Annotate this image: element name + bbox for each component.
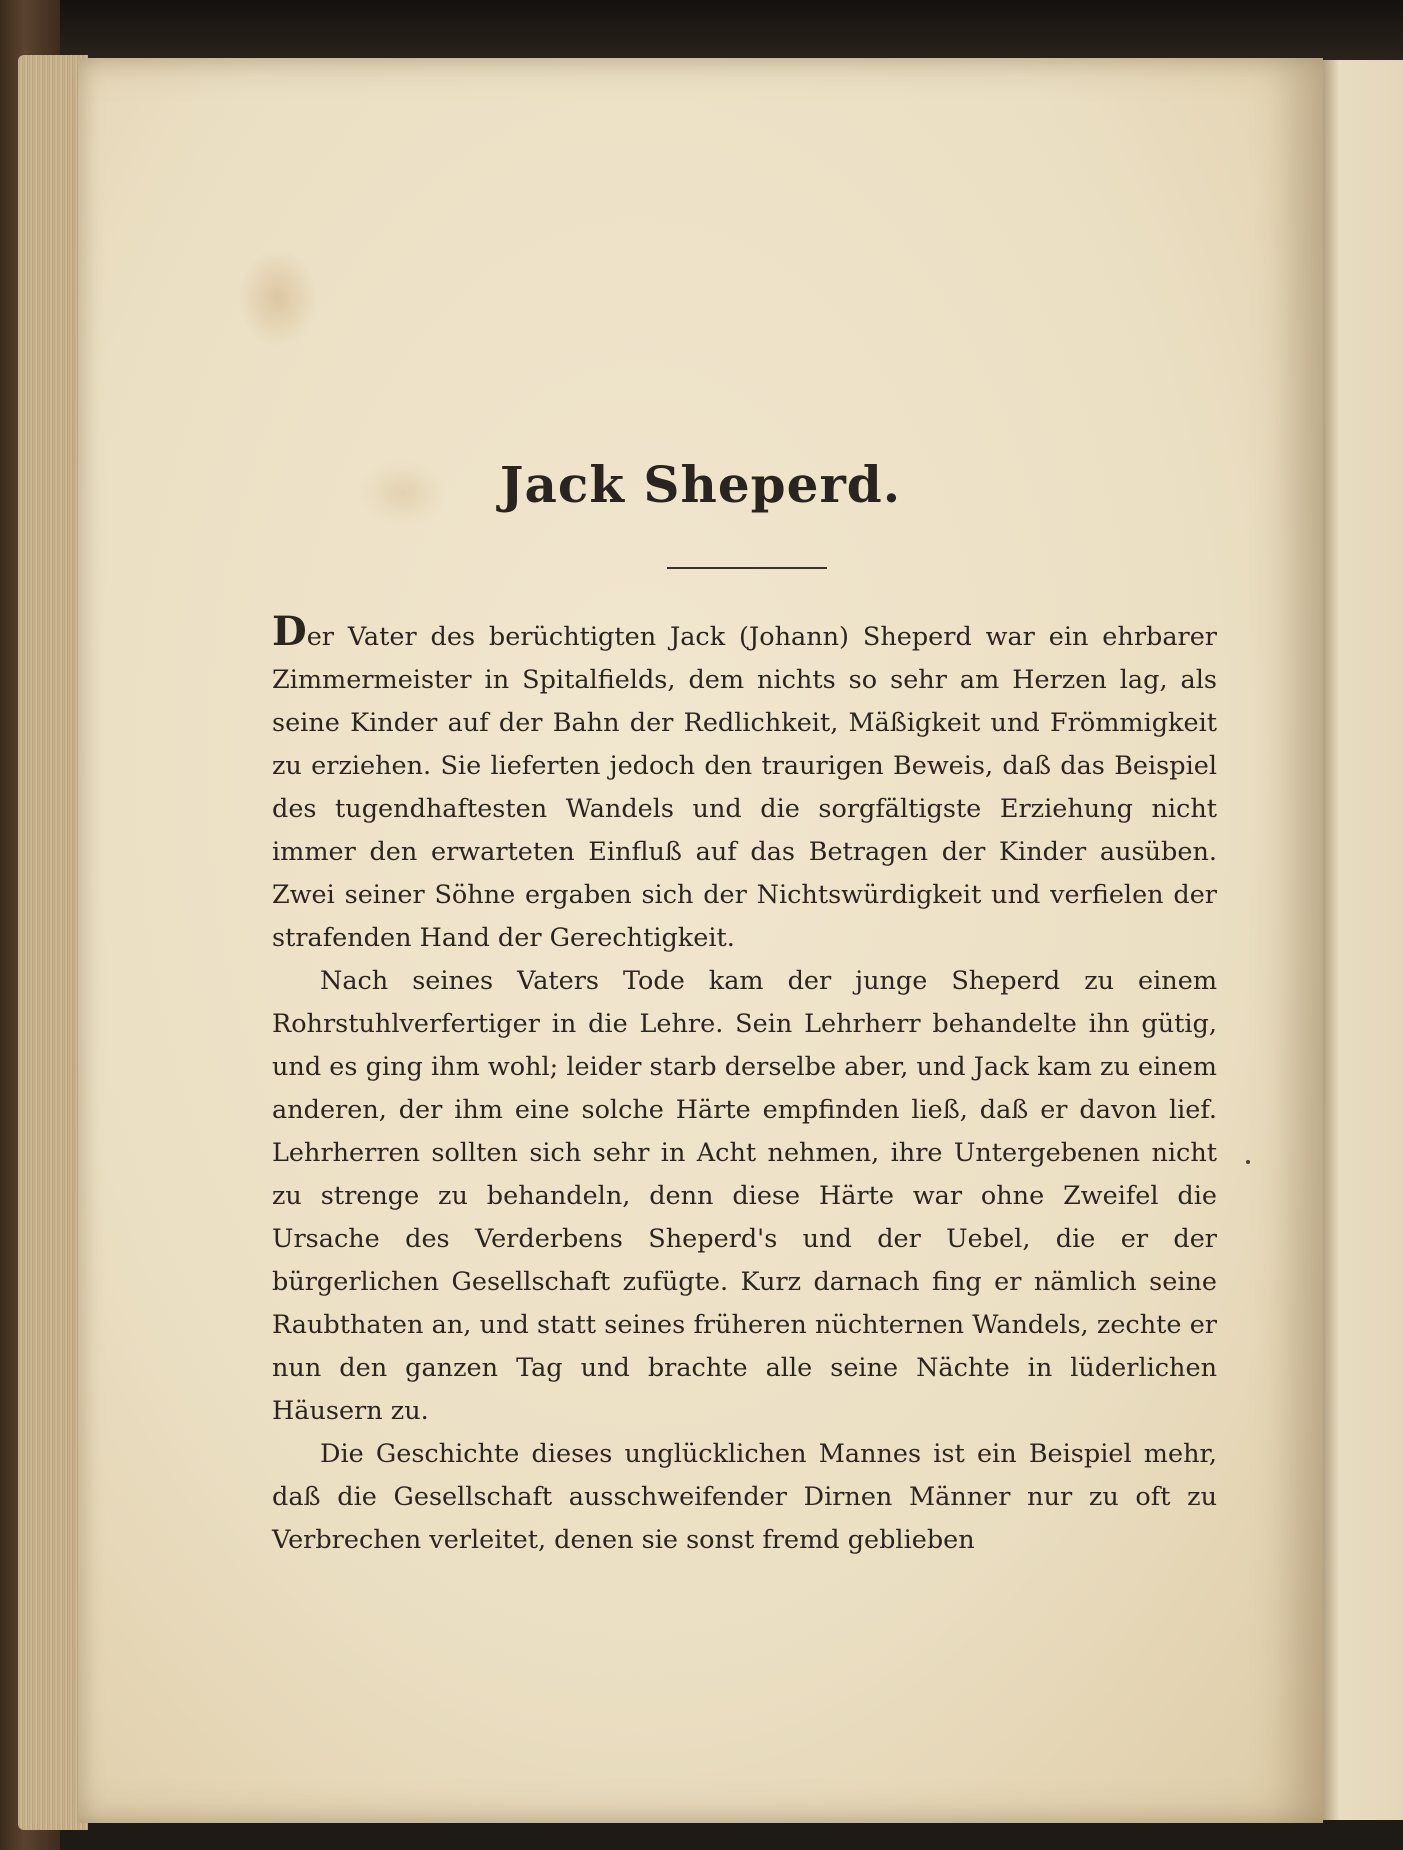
paragraph xyxy=(272,608,1217,960)
title-rule xyxy=(667,567,827,569)
drop-cap: D xyxy=(272,608,307,655)
body-text xyxy=(272,608,1217,1562)
facing-page-edge xyxy=(1318,60,1403,1820)
paper-stain xyxy=(238,248,318,348)
paragraph: Die Geschichte dieses unglücklichen Mannes ist ein Beispiel mehr, daß die Gesellschaft ausschweifender Dirnen Männer nur zu oft zu Verbrechen verleitet, denen sie sonst fremd geblieben xyxy=(272,1439,1217,1555)
paragraph: Nach seines Vaters Tode kam der junge Sheperd zu einem Rohrstuhlverfertiger in die Lehre. Sein Lehrherr behandelte ihn gütig, und es ging ihm wohl; leider starb derselbe aber, und Jack kam zu einem anderen, der ihm eine solche Härte empfinden ließ, daß er davon lief. Lehrherren sollten sich sehr in Acht nehmen, ihre Untergebenen nicht zu strenge zu behandeln, denn diese Härte war ohne Zweifel die Ursache des Verderbens Sheperd's und der Uebel, die er der bürgerlichen Gesellschaft zufügte. Kurz darnach fing er nämlich seine Raubthaten an, und statt seines früheren nüchternen Wandels, zechte er nun den ganzen Tag und brachte alle seine Nächte in lüderlichen Häusern zu. xyxy=(272,966,1217,1426)
paragraph-text: er Vater des berüchtigten Jack (Johann) Sheperd war ein ehrbarer Zimmermeister in Spitalfields, dem nichts so sehr am Herzen lag, als seine Kinder auf der Bahn der Redlichkeit, Mäßigkeit und Frömmigkeit zu erziehen. Sie lieferten jedoch den traurigen Beweis, daß das Beispiel des tugendhaftesten Wandels und die sorgfältigste Erziehung nicht immer den erwarteten Einfluß auf das Betragen der Kinder ausüben. Zwei seiner Söhne ergaben sich der Nichtswürdigkeit und verfielen der strafenden Hand der Gerechtigkeit. xyxy=(272,622,1217,953)
ink-dot xyxy=(1246,1160,1250,1164)
book-cover-top xyxy=(0,0,1403,60)
chapter-title: Jack Sheperd. xyxy=(499,455,902,514)
